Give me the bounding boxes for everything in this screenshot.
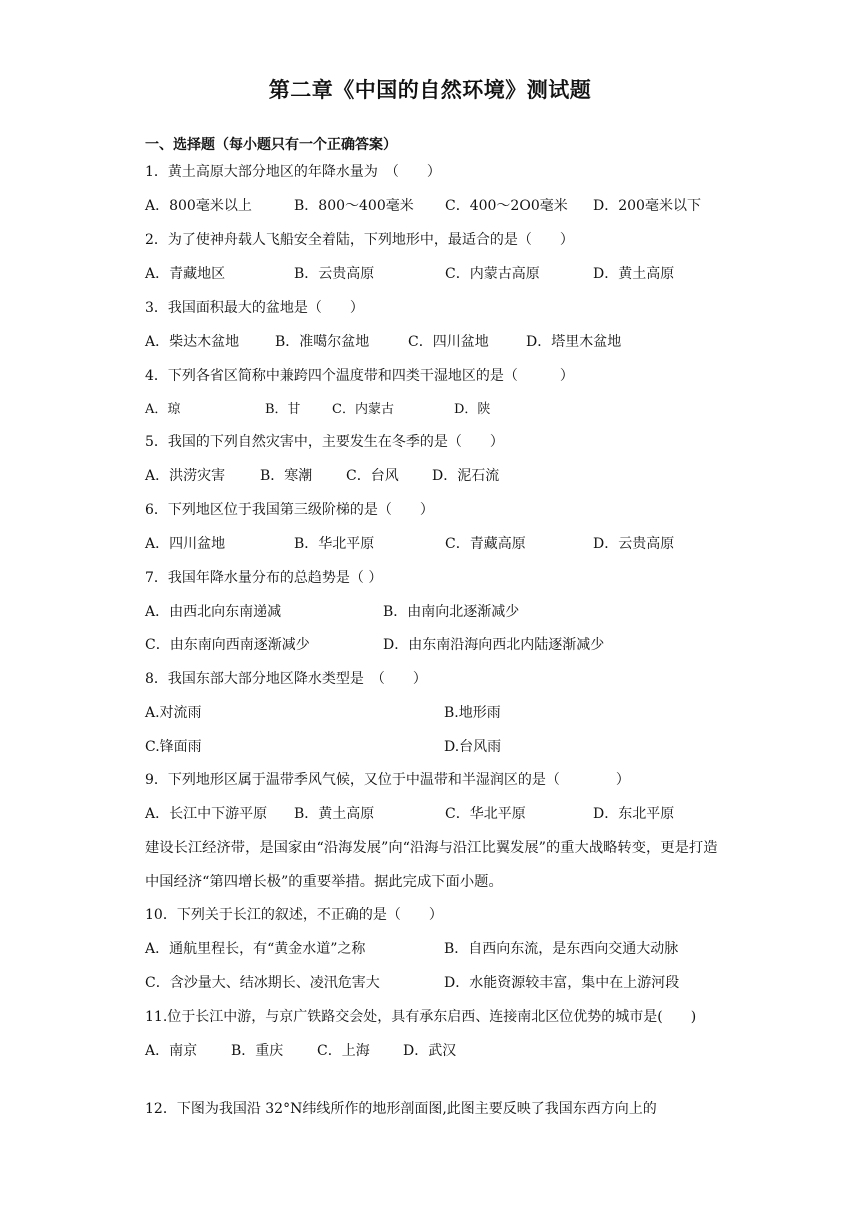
q1-option-c: C．400～2O0毫米	[445, 198, 568, 214]
q2-option-b: B．云贵高原	[294, 266, 375, 282]
q6-option-c: C．青藏高原	[445, 536, 526, 552]
q8-option-c: C.锋面雨	[145, 739, 202, 755]
reading-passage: 建设长江经济带，是国家由“沿海发展”向“沿海与沿江比翼发展”的重大战略转变，更是打造中国经济“第四增长极”的重要举措。据此完成下面小题。	[145, 840, 718, 890]
q1-option-b: B．800～400毫米	[294, 198, 414, 214]
q10-option-a: A．通航里程长，有“黄金水道”之称	[145, 941, 366, 957]
question-10: 10．下列关于长江的叙述，不正确的是（ ）	[145, 907, 443, 923]
q10-option-d: D．水能资源较丰富，集中在上游河段	[444, 975, 680, 991]
question-8: 8．我国东部大部分地区降水类型是 （ ）	[145, 671, 427, 687]
q7-option-b: B．由南向北逐渐减少	[383, 604, 520, 620]
q11-option-b: B．重庆	[231, 1043, 284, 1059]
question-12: 12．下图为我国沿 32°N纬线所作的地形剖面图,此图主要反映了我国东西方向上的	[145, 1101, 657, 1117]
question-2: 2．为了使神舟载人飞船安全着陆，下列地形中，最适合的是（ ）	[145, 232, 574, 248]
q8-option-a: A.对流雨	[145, 705, 202, 721]
q5-option-d: D．泥石流	[432, 468, 500, 484]
q2-option-a: A．青藏地区	[145, 266, 226, 282]
page-title: 第二章《中国的自然环境》测试题	[268, 78, 592, 102]
q3-option-a: A．柴达木盆地	[145, 334, 240, 350]
section-heading: 一、选择题（每小题只有一个正确答案）	[145, 137, 397, 153]
q11-option-a: A．南京	[145, 1043, 198, 1059]
q5-option-c: C．台风	[346, 468, 399, 484]
q1-option-a: A．800毫米以上	[145, 198, 252, 214]
q8-option-b: B.地形雨	[444, 705, 501, 721]
q3-option-c: C．四川盆地	[408, 334, 489, 350]
q3-option-b: B．准噶尔盆地	[275, 334, 370, 350]
question-5: 5．我国的下列自然灾害中，主要发生在冬季的是（ ）	[145, 434, 504, 450]
q3-option-d: D．塔里木盆地	[526, 334, 622, 350]
q4-option-c: C．内蒙古	[332, 402, 394, 417]
q4-option-d: D．陕	[454, 402, 491, 417]
q9-option-c: C．华北平原	[445, 806, 526, 822]
q7-option-d: D．由东南沿海向西北内陆逐渐减少	[383, 637, 605, 653]
q5-option-b: B．寒潮	[260, 468, 313, 484]
question-3: 3．我国面积最大的盆地是（ ）	[145, 300, 364, 316]
q4-option-b: B．甘	[265, 402, 301, 417]
q9-option-b: B．黄土高原	[294, 806, 375, 822]
question-9: 9．下列地形区属于温带季风气候，又位于中温带和半湿润区的是（ ）	[145, 772, 630, 788]
question-4: 4．下列各省区简称中兼跨四个温度带和四类干湿地区的是（ ）	[145, 368, 574, 384]
q8-option-d: D.台风雨	[444, 739, 502, 755]
q9-option-d: D．东北平原	[593, 806, 675, 822]
q5-option-a: A．洪涝灾害	[145, 468, 226, 484]
q11-option-d: D．武汉	[403, 1043, 457, 1059]
question-1: 1．黄土高原大部分地区的年降水量为 （ ）	[145, 164, 441, 180]
q11-option-c: C．上海	[317, 1043, 370, 1059]
q4-option-a: A．琼	[145, 402, 181, 417]
q6-option-b: B．华北平原	[294, 536, 375, 552]
q6-option-d: D．云贵高原	[593, 536, 675, 552]
q6-option-a: A．四川盆地	[145, 536, 226, 552]
q10-option-b: B．自西向东流，是东西向交通大动脉	[444, 941, 679, 957]
question-11: 11.位于长江中游，与京广铁路交会处，具有承东启西、连接南北区位优势的城市是( )	[145, 1009, 697, 1025]
question-7: 7．我国年降水量分布的总趋势是（ ）	[145, 570, 383, 586]
question-6: 6．下列地区位于我国第三级阶梯的是（ ）	[145, 502, 434, 518]
q9-option-a: A．长江中下游平原	[145, 806, 268, 822]
q7-option-a: A．由西北向东南递减	[145, 604, 282, 620]
q10-option-c: C．含沙量大、结冰期长、凌汛危害大	[145, 975, 380, 991]
q1-option-d: D．200毫米以下	[593, 198, 701, 214]
q7-option-c: C．由东南向西南逐渐减少	[145, 637, 310, 653]
q2-option-c: C．内蒙古高原	[445, 266, 540, 282]
q2-option-d: D．黄土高原	[593, 266, 675, 282]
